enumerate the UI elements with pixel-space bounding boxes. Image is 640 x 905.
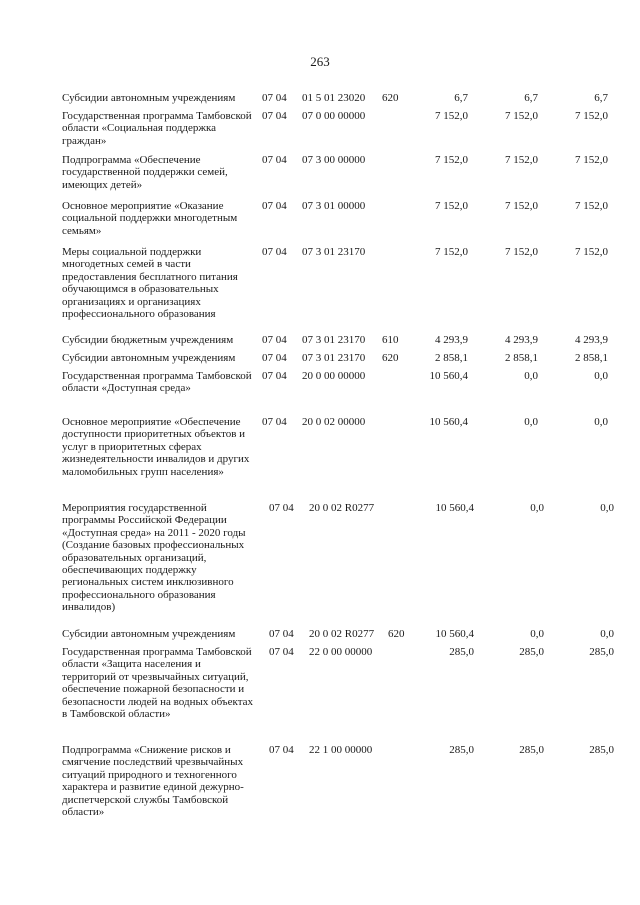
row-target-code: 20 0 02 R0277 (309, 628, 375, 640)
row-amount-year-2: 7 152,0 (505, 200, 538, 212)
row-expense-kind: 620 (382, 92, 399, 104)
row-target-code: 01 5 01 23020 (302, 92, 366, 104)
row-target-code: 07 3 01 23170 (302, 246, 366, 258)
row-amount-year-1: 285,0 (449, 744, 474, 756)
row-amount-year-2: 4 293,9 (505, 334, 538, 346)
row-target-code: 07 3 01 23170 (302, 334, 366, 346)
row-section-code: 07 04 (262, 416, 287, 428)
row-amount-year-3: 2 858,1 (575, 352, 608, 364)
row-amount-year-3: 7 152,0 (575, 110, 608, 122)
row-target-code: 20 0 00 00000 (302, 370, 366, 382)
row-amount-year-2: 0,0 (530, 628, 544, 640)
row-target-code: 22 0 00 00000 (309, 646, 373, 658)
row-section-code: 07 04 (269, 628, 294, 640)
row-name: Субсидии автономным учреждениям (62, 628, 236, 640)
row-amount-year-2: 6,7 (524, 92, 538, 104)
row-amount-year-2: 285,0 (519, 646, 544, 658)
row-name: Подпрограмма «Обеспечение государственной поддержки семей, имеющих детей» (62, 154, 228, 191)
row-amount-year-2: 0,0 (524, 416, 538, 428)
row-target-code: 20 0 02 00000 (302, 416, 366, 428)
row-name: Мероприятия государственной программы Российской Федерации «Доступная среда» на 2011 - 2020 годы (Создание базовых профессиональных образовательных организаций, обеспечивающих поддержку региональных систем инклюзивного профессионального образования инвалидов) (62, 502, 246, 614)
row-amount-year-1: 7 152,0 (435, 110, 468, 122)
row-name: Меры социальной поддержки многодетных семей в части предоставления бесплатного питания обучающимся в образовательных организациях и организациях профессионального образования (62, 246, 238, 321)
row-amount-year-3: 0,0 (600, 628, 614, 640)
row-amount-year-3: 285,0 (589, 646, 614, 658)
row-amount-year-1: 10 560,4 (429, 370, 468, 382)
row-name: Государственная программа Тамбовской области «Защита населения и территорий от чрезвычайных ситуаций, обеспечение пожарной безопасности и безопасности людей на водных объектах в Тамбовской области» (62, 646, 254, 721)
row-amount-year-2: 7 152,0 (505, 246, 538, 258)
row-amount-year-3: 7 152,0 (575, 200, 608, 212)
row-section-code: 07 04 (262, 246, 287, 258)
row-name: Подпрограмма «Снижение рисков и смягчение последствий чрезвычайных ситуаций природного и техногенного характера и развитие единой дежурно-диспетчерской службы Тамбовской области» (62, 744, 244, 819)
row-target-code: 20 0 02 R0277 (309, 502, 375, 514)
row-amount-year-1: 7 152,0 (435, 246, 468, 258)
row-amount-year-1: 2 858,1 (435, 352, 468, 364)
row-amount-year-3: 7 152,0 (575, 154, 608, 166)
row-section-code: 07 04 (269, 646, 294, 658)
row-amount-year-3: 6,7 (594, 92, 608, 104)
row-name: Основное мероприятие «Оказание социальной поддержки многодетным семьям» (62, 200, 238, 237)
row-amount-year-2: 0,0 (524, 370, 538, 382)
row-name: Субсидии бюджетным учреждениям (62, 334, 234, 346)
row-name: Субсидии автономным учреждениям (62, 352, 236, 364)
row-section-code: 07 04 (262, 334, 287, 346)
row-amount-year-1: 10 560,4 (435, 628, 474, 640)
row-target-code: 07 0 00 00000 (302, 110, 366, 122)
row-amount-year-3: 4 293,9 (575, 334, 608, 346)
row-name: Основное мероприятие «Обеспечение доступности приоритетных объектов и услуг в приоритетных сферах жизнедеятельности инвалидов и других маломобильных групп населения» (62, 416, 250, 478)
row-expense-kind: 620 (382, 352, 399, 364)
row-amount-year-3: 0,0 (600, 502, 614, 514)
row-amount-year-1: 10 560,4 (429, 416, 468, 428)
row-amount-year-3: 0,0 (594, 370, 608, 382)
row-name: Государственная программа Тамбовской области «Социальная поддержка граждан» (62, 110, 252, 147)
row-section-code: 07 04 (262, 370, 287, 382)
row-section-code: 07 04 (262, 352, 287, 364)
row-target-code: 22 1 00 00000 (309, 744, 373, 756)
row-amount-year-2: 7 152,0 (505, 110, 538, 122)
row-amount-year-1: 6,7 (454, 92, 468, 104)
row-amount-year-3: 0,0 (594, 416, 608, 428)
row-target-code: 07 3 01 23170 (302, 352, 366, 364)
row-amount-year-1: 7 152,0 (435, 154, 468, 166)
page-number: 263 (310, 54, 330, 69)
row-amount-year-1: 285,0 (449, 646, 474, 658)
row-target-code: 07 3 01 00000 (302, 200, 366, 212)
row-amount-year-1: 4 293,9 (435, 334, 468, 346)
row-section-code: 07 04 (269, 502, 294, 514)
row-amount-year-3: 7 152,0 (575, 246, 608, 258)
row-section-code: 07 04 (262, 200, 287, 212)
row-target-code: 07 3 00 00000 (302, 154, 366, 166)
row-name: Субсидии автономным учреждениям (62, 92, 236, 104)
row-section-code: 07 04 (269, 744, 294, 756)
row-amount-year-2: 2 858,1 (505, 352, 538, 364)
row-amount-year-3: 285,0 (589, 744, 614, 756)
row-amount-year-2: 285,0 (519, 744, 544, 756)
row-amount-year-1: 7 152,0 (435, 200, 468, 212)
row-amount-year-1: 10 560,4 (435, 502, 474, 514)
row-section-code: 07 04 (262, 110, 287, 122)
row-section-code: 07 04 (262, 92, 287, 104)
row-expense-kind: 610 (382, 334, 399, 346)
row-expense-kind: 620 (388, 628, 405, 640)
row-section-code: 07 04 (262, 154, 287, 166)
row-amount-year-2: 0,0 (530, 502, 544, 514)
row-amount-year-2: 7 152,0 (505, 154, 538, 166)
row-name: Государственная программа Тамбовской области «Доступная среда» (62, 370, 252, 395)
